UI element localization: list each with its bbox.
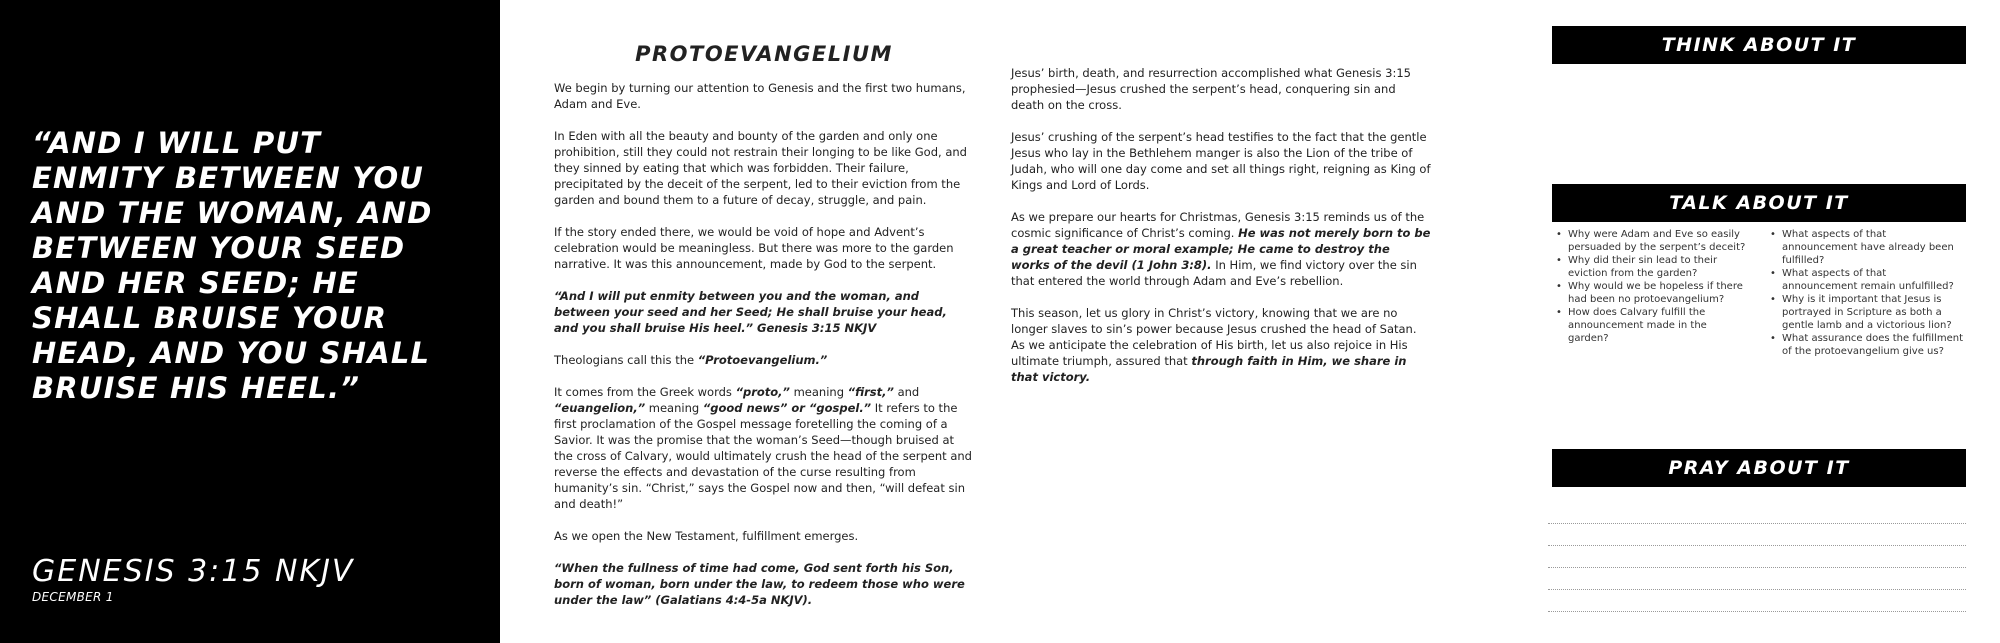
article-title: PROTOEVANGELIUM [635, 42, 893, 66]
paragraph: Jesus’ birth, death, and resurrection accomplished what Genesis 3:15 prophesied—Jesus crushed the serpent’s head, conquering sin and death on the cross. [1011, 66, 1411, 112]
paragraph: As we prepare our hearts for Christmas, Genesis 3:15 reminds us of the cosmic significance of Christ’s coming. He was not merely born to be a great teacher or moral example; He came to destroy the works of the devil (1 John 3:8). In Him, we find victory over the sin that entered the world through Adam and Eve’s rebellion. [1011, 210, 1431, 288]
writing-line[interactable] [1548, 546, 1966, 568]
talk-questions-left [1554, 228, 1750, 345]
scripture-reference: GENESIS 3:15 NKJV [32, 554, 355, 589]
paragraph: Jesus’ crushing of the serpent’s head testifies to the fact that the gentle Jesus who lay in the Bethlehem manger is also the Lion of the tribe of Judah, who will one day come and set all things right, reigning as King of Kings and Lord of Lords. [1011, 130, 1431, 192]
list-item: • What assurance does the fulfillment of the protoevangelium give us? [1768, 332, 1964, 358]
scripture-callout: “When the fullness of time had come, God sent forth his Son, born of woman, born under the law, to redeem those who were under the law” (Galatians 4:4-5a NKJV). [554, 561, 965, 607]
paragraph: As we open the New Testament, fulfillment emerges. [554, 529, 859, 543]
paragraph: Theologians call this the “Protoevangelium.” [554, 353, 828, 367]
list-item: • Why did their sin lead to their eviction from the garden? [1554, 254, 1750, 280]
scripture-panel [0, 0, 500, 643]
list-item: • Why would we be hopeless if there had been no protoevangelium? [1554, 280, 1750, 306]
article-column-2 [1011, 65, 1431, 401]
writing-line[interactable] [1548, 524, 1966, 546]
list-item: • Why were Adam and Eve so easily persuaded by the serpent’s deceit? [1554, 228, 1750, 254]
list-item: • How does Calvary fulfill the announcement made in the garden? [1554, 306, 1750, 345]
article-column-1 [554, 80, 974, 624]
think-about-it-header: THINK ABOUT IT [1552, 26, 1966, 64]
list-item: • Why is it important that Jesus is portrayed in Scripture as both a gentle lamb and a victorious lion? [1768, 293, 1964, 332]
writing-line[interactable] [1548, 590, 1966, 612]
paragraph: We begin by turning our attention to Genesis and the first two humans, Adam and Eve. [554, 81, 966, 111]
prayer-writing-lines [1548, 502, 1966, 612]
scripture-callout: “And I will put enmity between you and the woman, and between your seed and her Seed; He shall bruise your head, and you shall bruise His heel.” Genesis 3:15 NKJV [554, 289, 947, 335]
talk-questions-right [1768, 228, 1964, 358]
writing-line[interactable] [1548, 568, 1966, 590]
talk-about-it-header: TALK ABOUT IT [1552, 184, 1966, 222]
paragraph: It comes from the Greek words “proto,” meaning “first,” and “euangelion,” meaning “good news” or “gospel.” It refers to the first proclamation of the Gospel message foretelling the coming of a Savior. It was the promise that the woman’s Seed—though bruised at the cross of Calvary, would ultimately crush the head of the serpent and reverse the effects and devastation of the curse resulting from humanity’s sin. “Christ,” says the Gospel now and then, “will defeat sin and death!” [554, 385, 972, 511]
scripture-quote: “AND I WILL PUT ENMITY BETWEEN YOU AND THE WOMAN, AND BETWEEN YOUR SEED AND HER SEED; HE SHALL BRUISE YOUR HEAD, AND YOU SHALL BRUISE HIS HEEL.” [32, 126, 433, 405]
list-item: • What aspects of that announcement have already been fulfilled? [1768, 228, 1964, 267]
list-item: • What aspects of that announcement remain unfulfilled? [1768, 267, 1964, 293]
pray-about-it-header: PRAY ABOUT IT [1552, 449, 1966, 487]
paragraph: This season, let us glory in Christ’s victory, knowing that we are no longer slaves to sin’s power because Jesus crushed the head of Satan. As we anticipate the celebration of His birth, let us also rejoice in His ultimate triumph, assured that through faith in Him, we share in that victory. [1011, 306, 1417, 384]
paragraph: In Eden with all the beauty and bounty of the garden and only one prohibition, still they could not restrain their longing to be like God, and they sinned by eating that which was forbidden. Their failure, precipitated by the deceit of the serpent, led to their eviction from the garden and bound them to a future of decay, struggle, and pain. [554, 129, 967, 207]
devotional-date: DECEMBER 1 [32, 590, 114, 604]
writing-line[interactable] [1548, 502, 1966, 524]
paragraph: If the story ended there, we would be void of hope and Advent’s celebration would be meaningless. But there was more to the garden narrative. It was this announcement, made by God to the serpent. [554, 225, 954, 271]
